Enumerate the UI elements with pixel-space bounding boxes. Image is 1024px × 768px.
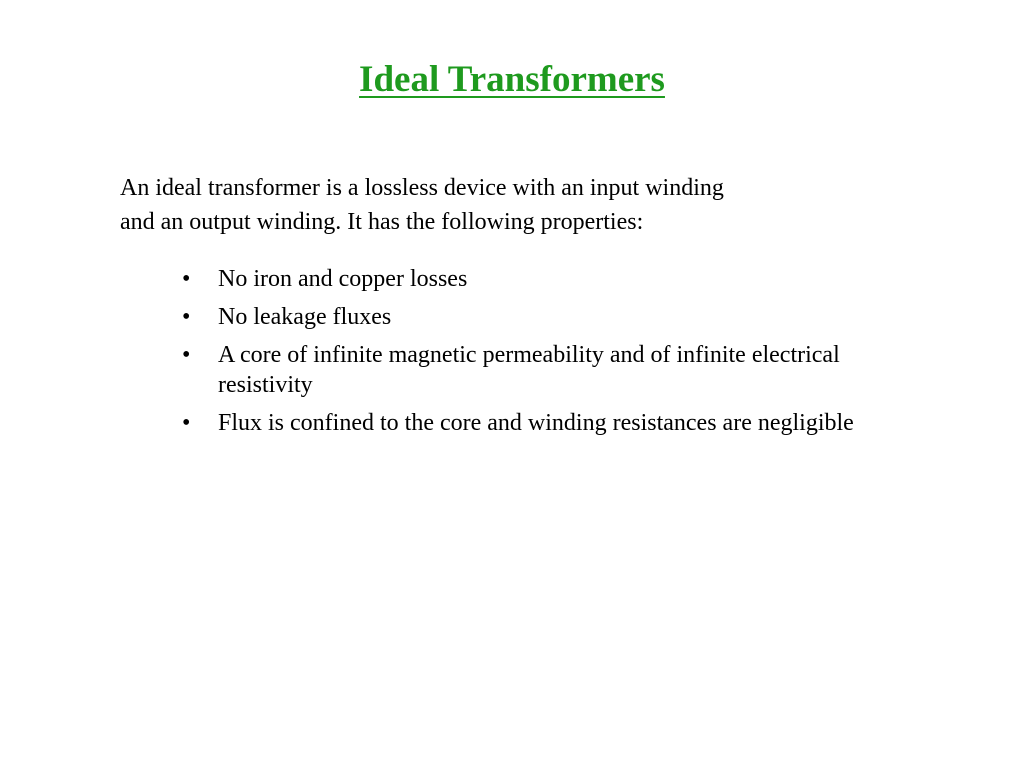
list-item <box>182 302 882 332</box>
intro-line-2: and an output winding. It has the following properties: <box>120 209 644 235</box>
bullet-icon: • <box>182 410 191 436</box>
list-item <box>182 408 882 438</box>
list-item <box>182 264 882 294</box>
list-item-text: No iron and copper losses <box>218 266 468 292</box>
list-item-text: A core of infinite magnetic permeability and of infinite electrical resistivity <box>218 342 840 398</box>
bullet-icon: • <box>182 266 191 292</box>
bullet-icon: • <box>182 342 191 368</box>
list-item-text: No leakage fluxes <box>218 304 392 330</box>
bullet-icon: • <box>182 304 191 330</box>
list-item-text: Flux is confined to the core and winding resistances are negligible <box>218 410 854 436</box>
intro-paragraph <box>120 171 880 239</box>
intro-line-1: An ideal transformer is a lossless device with an input winding <box>120 175 724 201</box>
list-item <box>182 340 882 400</box>
slide-title: Ideal Transformers <box>359 59 665 100</box>
properties-list <box>182 264 882 446</box>
